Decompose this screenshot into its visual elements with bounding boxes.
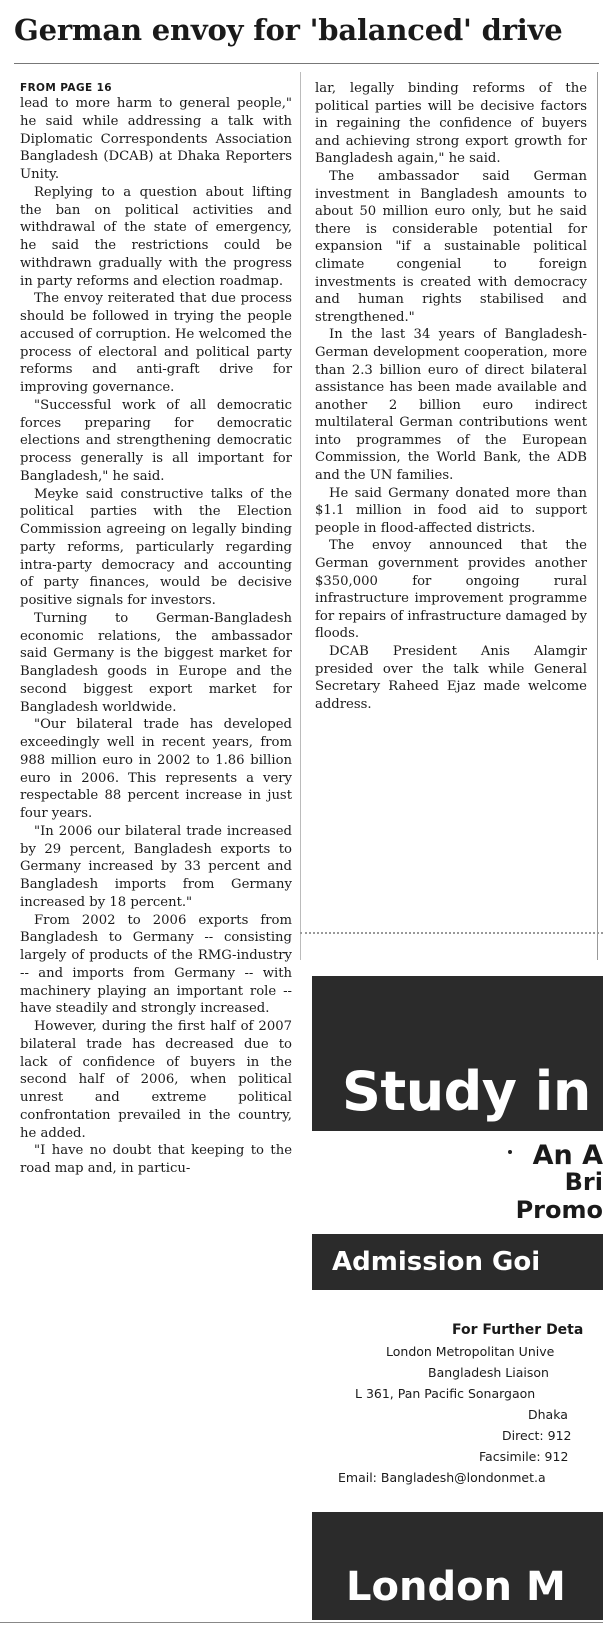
ad-contact-line: Dhaka — [528, 1407, 568, 1422]
left-column-paragraph: "Our bilateral trade has developed exceedingly well in recent years, from 988 million euro in 2002 to 1.86 billion euro in 2006. This represents a very respectable 88 percent increase in just four years. — [20, 717, 292, 821]
article-column-right — [315, 80, 587, 713]
left-column-paragraph: However, during the first half of 2007 bilateral trade has decreased due to lack of confidence of buyers in the second half of 2006, when political unrest and extreme political confrontation prevailed in the country, he added. — [20, 1019, 292, 1141]
left-column-paragraph: Replying to a question about lifting the ban on political activities and withdrawal of the state of emergency, he said the restrictions could be withdrawn gradually with the progress in party reforms and election roadmap. — [20, 184, 292, 289]
right-edge-rule — [597, 72, 598, 960]
left-column-paragraph: Turning to German-Bangladesh economic relations, the ambassador said Germany is the biggest market for Bangladesh goods in Europe and the second biggest export market for Bangladesh worldwide. — [20, 610, 292, 715]
from-page-label: FROM PAGE 16 — [20, 82, 113, 94]
ad-bullet — [508, 1150, 512, 1154]
headline: German envoy for 'balanced' drive — [14, 13, 563, 47]
ad-tagline-1: An A — [532, 1140, 603, 1171]
left-column-paragraph: "In 2006 our bilateral trade increased by 29 percent, Bangladesh exports to Germany increased by 33 percent and Bangladesh imports from Germany increased by 18 percent." — [20, 823, 292, 910]
article-column-left — [20, 82, 292, 1178]
ad-banner-text: Study in — [342, 1060, 591, 1123]
ad-details-heading: For Further Deta — [452, 1322, 584, 1338]
right-column-paragraph: The envoy announced that the German government provides another $350,000 for ongoing rural infrastructure improvement programme for repairs of infrastructure damaged by floods. — [315, 538, 587, 642]
ad-footer-text: London M — [346, 1564, 566, 1610]
left-column-paragraph: Meyke said constructive talks of the political parties with the Election Commission agreeing on legally binding party reforms, particularly regarding intra-party democracy and accounting of party finances, would be decisive positive signals for investors. — [20, 486, 292, 608]
advertisement — [312, 976, 603, 1626]
left-column-paragraph: "I have no doubt that keeping to the road map and, in particu- — [20, 1143, 292, 1176]
ad-contact-line: Facsimile: 912 — [479, 1449, 569, 1464]
right-column-paragraph: In the last 34 years of Bangladesh-German development cooperation, more than 2.3 billion euro of direct bilateral assistance has been made available and another 2 billion euro indirect multilateral German contributions went into programmes of the European Commission, the World Bank, the ADB and the UN families. — [315, 327, 587, 484]
dotted-separator — [300, 932, 603, 936]
ad-email: Email: Bangladesh@londonmet.a — [338, 1470, 546, 1485]
ad-admission-band — [312, 1234, 603, 1290]
left-column-paragraph: "Successful work of all democratic forces preparing for democratic elections and strengthening democratic process generally is all important for Bangladesh," he said. — [20, 397, 292, 484]
ad-admission-text: Admission Goi — [332, 1247, 541, 1277]
ad-contact-line: London Metropolitan Unive — [386, 1344, 555, 1359]
ad-contact-line: L 361, Pan Pacific Sonargaon — [355, 1386, 536, 1401]
ad-contact-line: Bangladesh Liaison — [428, 1365, 549, 1380]
left-column-paragraph: From 2002 to 2006 exports from Bangladesh to Germany -- consisting largely of products of the RMG-industry -- and imports from Germany -- with machinery playing an important role -- have steadily and strongly increased. — [20, 912, 292, 1017]
ad-banner — [312, 976, 603, 1131]
bottom-rule — [0, 1622, 603, 1623]
column-divider — [300, 72, 301, 960]
ad-footer-band — [312, 1512, 603, 1620]
left-column-paragraph: The envoy reiterated that due process should be followed in trying the people accused of corruption. He welcomed the process of electoral and political party reforms and anti-graft drive for improving governance. — [20, 291, 292, 395]
right-column-paragraph: The ambassador said German investment in Bangladesh amounts to about 50 million euro only, but he said there is considerable potential for expansion "if a sustainable political climate congenial to foreign investments is created with democracy and human rights stabilised and strengthened." — [315, 168, 587, 325]
ad-tagline-3: Promo — [515, 1196, 603, 1224]
ad-tagline-2: Bri — [564, 1168, 603, 1196]
left-column-paragraph: lead to more harm to general people," he said while addressing a talk with Diplomatic Correspondents Association Bangladesh (DCAB) at Dhaka Reporters Unity. — [20, 96, 292, 182]
right-column-paragraph: He said Germany donated more than $1.1 million in food aid to support people in flood-affected districts. — [315, 485, 587, 536]
ad-contact-line: Direct: 912 — [502, 1428, 572, 1443]
right-column-paragraph: lar, legally binding reforms of the political parties will be decisive factors in regaining the confidence of buyers and achieving strong export growth for Bangladesh again," he said. — [315, 81, 587, 167]
headline-rule — [14, 63, 599, 64]
right-column-paragraph: DCAB President Anis Alamgir presided over the talk while General Secretary Raheed Ejaz made welcome address. — [315, 644, 587, 712]
